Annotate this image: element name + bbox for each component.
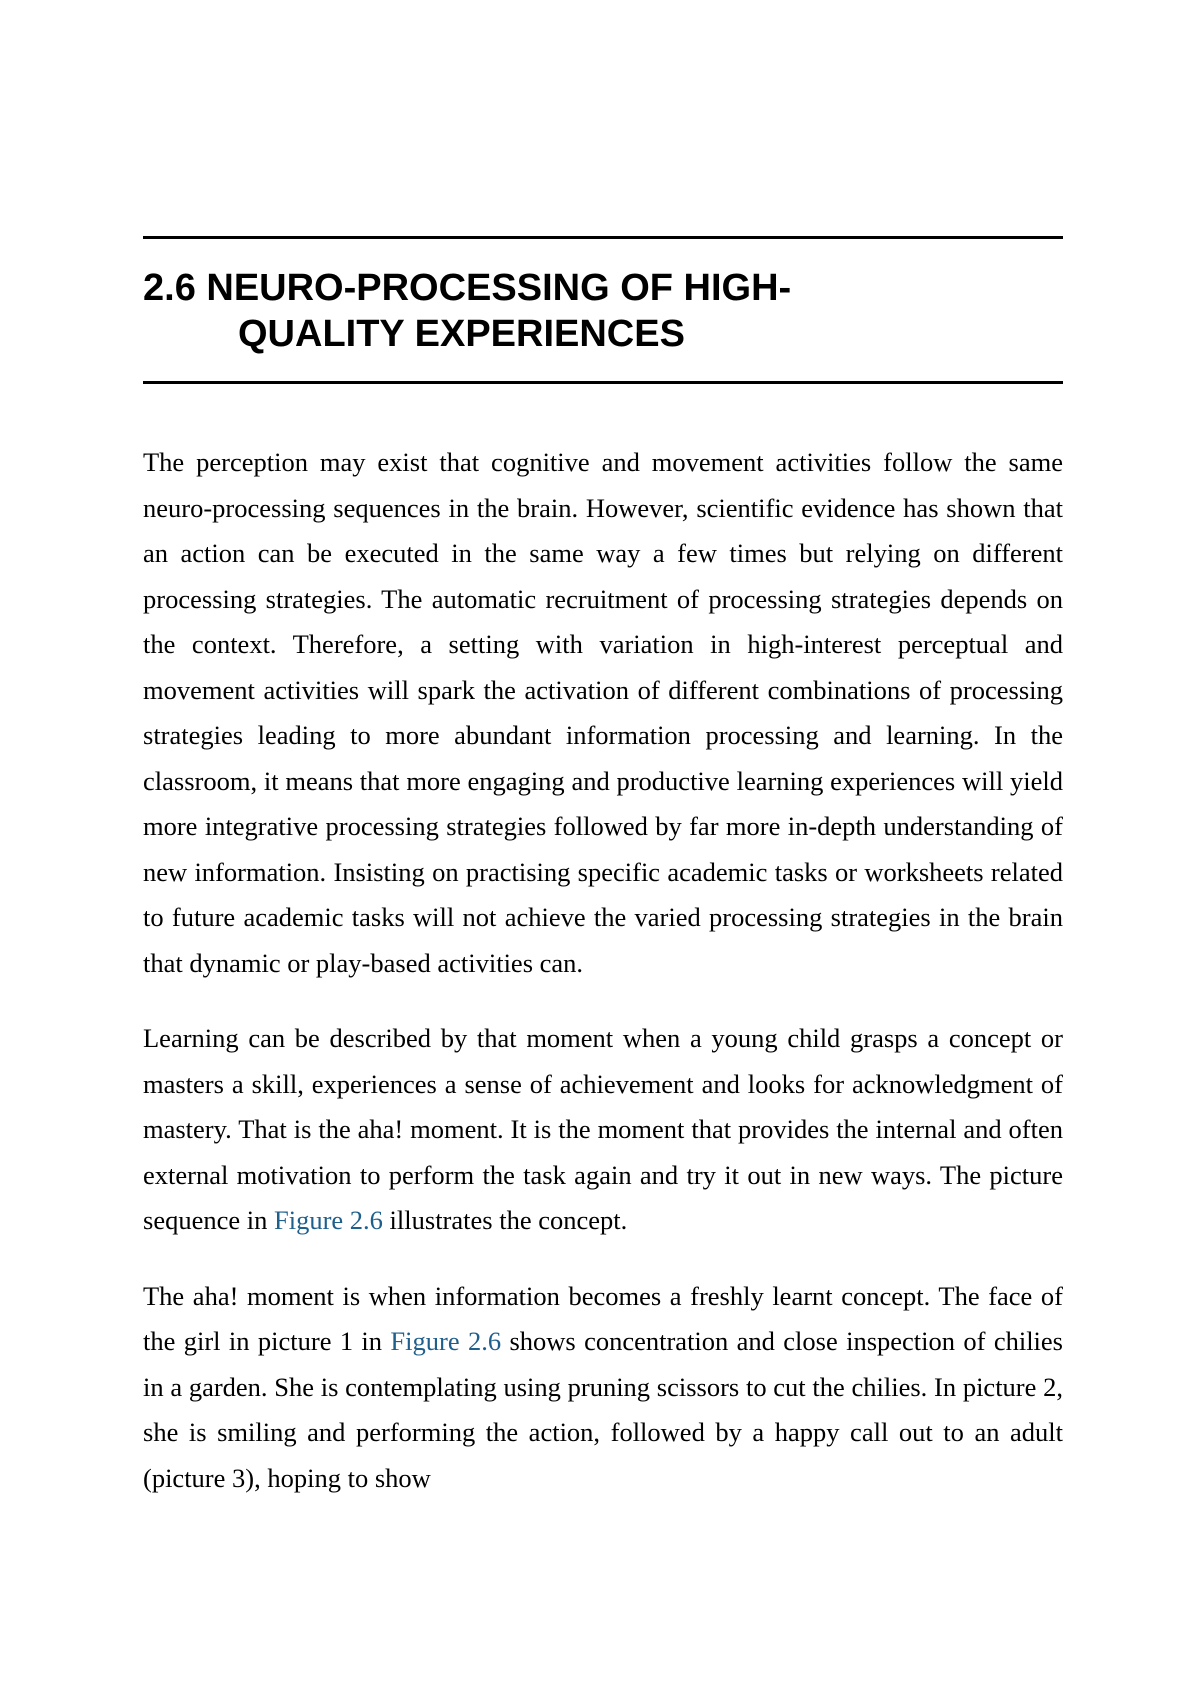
- paragraph-2-text-start: Learning can be described by that moment when a young child grasps a concept or masters a skill, experiences a sense of achievement and looks for acknowledgment of mastery. That is the aha! moment. It is the moment that provides the internal and often external motivation to perform the task again and try it out in new ways. The picture sequence in: [143, 1023, 1063, 1235]
- paragraph-3-text-start: The aha! moment is when information becomes a freshly learnt concept. The face of the girl in picture 1 in: [143, 1280, 1063, 1356]
- paragraph-3-text-end: shows concentration and close inspection of chilies in a garden. She is contemplating using pruning scissors to cut the chilies. In picture 2, she is smiling and performing the action, followed by a happy call out to an adult (picture 3), hoping to show: [143, 1326, 1063, 1493]
- paragraph-2-text-end: illustrates the concept.: [382, 1205, 628, 1235]
- section-heading-line2: QUALITY EXPERIENCES: [238, 313, 685, 355]
- figure-2-6-link[interactable]: Figure 2.6: [273, 1205, 383, 1235]
- figure-2-6-link-second[interactable]: Figure 2.6: [390, 1326, 502, 1356]
- paragraph-1: The perception may exist that cognitive and movement activities follow the same neuro-processing sequences in the brain. However, scientific evidence has shown that an action can be executed in the same way a few times but relying on different processing strategies. The automatic recruitment of processing strategies depends on the context. Therefore, a setting with variation in high-interest perceptual and movement activities will spark the activation of different combinations of processing strategies leading to more abundant information processing and learning. In the classroom, it means that more engaging and productive learning experiences will yield more integrative processing strategies followed by far more in-depth understanding of new information. Insisting on practising specific academic tasks or worksheets related to future academic tasks will not achieve the varied processing strategies in the brain that dynamic or play-based activities can.: [143, 447, 1063, 978]
- document-page: [143, 236, 1063, 1501]
- top-rule: [143, 236, 1063, 239]
- section-heading: [143, 265, 1063, 357]
- section-heading-line1: 2.6 NEURO-PROCESSING OF HIGH-: [143, 267, 792, 309]
- bottom-rule: [143, 381, 1063, 384]
- paragraph-3: [143, 1274, 1063, 1502]
- paragraph-2: [143, 1016, 1063, 1244]
